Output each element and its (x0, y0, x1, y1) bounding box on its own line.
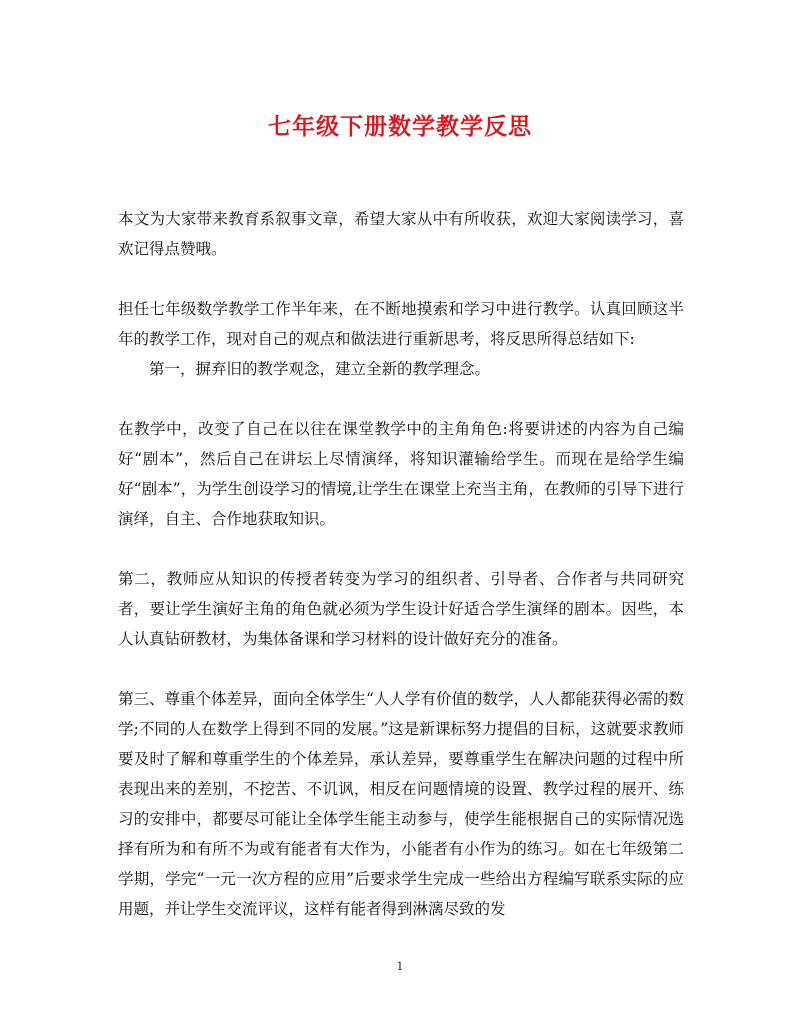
paragraph-point-two: 第二，教师应从知识的传授者转变为学习的组织者、引导者、合作者与共同研究者，要让学生演好主角的角色就必须为学生设计好适合学生演绎的剧本。因些，本人认真钻研教材，为集体备课和学习材料的设计做好充分的准备。 (118, 570, 684, 648)
document-body (118, 204, 684, 924)
paragraph-overview: 担任七年级数学教学工作半年来，在不断地摸索和学习中进行教学。认真回顾这半年的教学工作，现对自己的观点和做法进行重新思考，将反思所得总结如下: (118, 300, 684, 348)
page-number: 1 (396, 960, 404, 973)
paragraph-point-one-heading: 第一，摒弃旧的教学观念，建立全新的教学理念。 (149, 360, 491, 378)
document-title: 七年级下册数学教学反思 (268, 113, 532, 140)
paragraph-intro: 本文为大家带来教育系叙事文章，希望大家从中有所收获，欢迎大家阅读学习，喜欢记得点赞哦。 (118, 210, 684, 258)
paragraph-role-change: 在教学中，改变了自己在以往在课堂教学中的主角角色:将要讲述的内容为自己编好“剧本”，然后自己在讲坛上尽情演绎，将知识灌输给学生。而现在是给学生编好“剧本”，为学生创设学习的情境,让学生在课堂上充当主角，在教师的引导下进行演绎，自主、合作地获取知识。 (118, 420, 684, 528)
paragraph-point-three: 第三、尊重个体差异，面向全体学生“人人学有价值的数学，人人都能获得必需的数学;不同的人在数学上得到不同的发展。”这是新课标努力提倡的目标，这就要求教师要及时了解和尊重学生的个体差异，承认差异，要尊重学生在解决问题的过程中所表现出来的差别，不挖苦、不讥讽，相反在问题情境的设置、教学过程的展开、练习的安排中，都要尽可能让全体学生能主动参与，使学生能根据自己的实际情况选择有所为和有所不为或有能者有大作为，小能者有小作为的练习。如在七年级第二学期，学完“一元一次方程的应用”后要求学生完成一些给出方程编写联系实际的应用题，并让学生交流评议，这样有能者得到淋漓尽致的发 (118, 690, 684, 918)
